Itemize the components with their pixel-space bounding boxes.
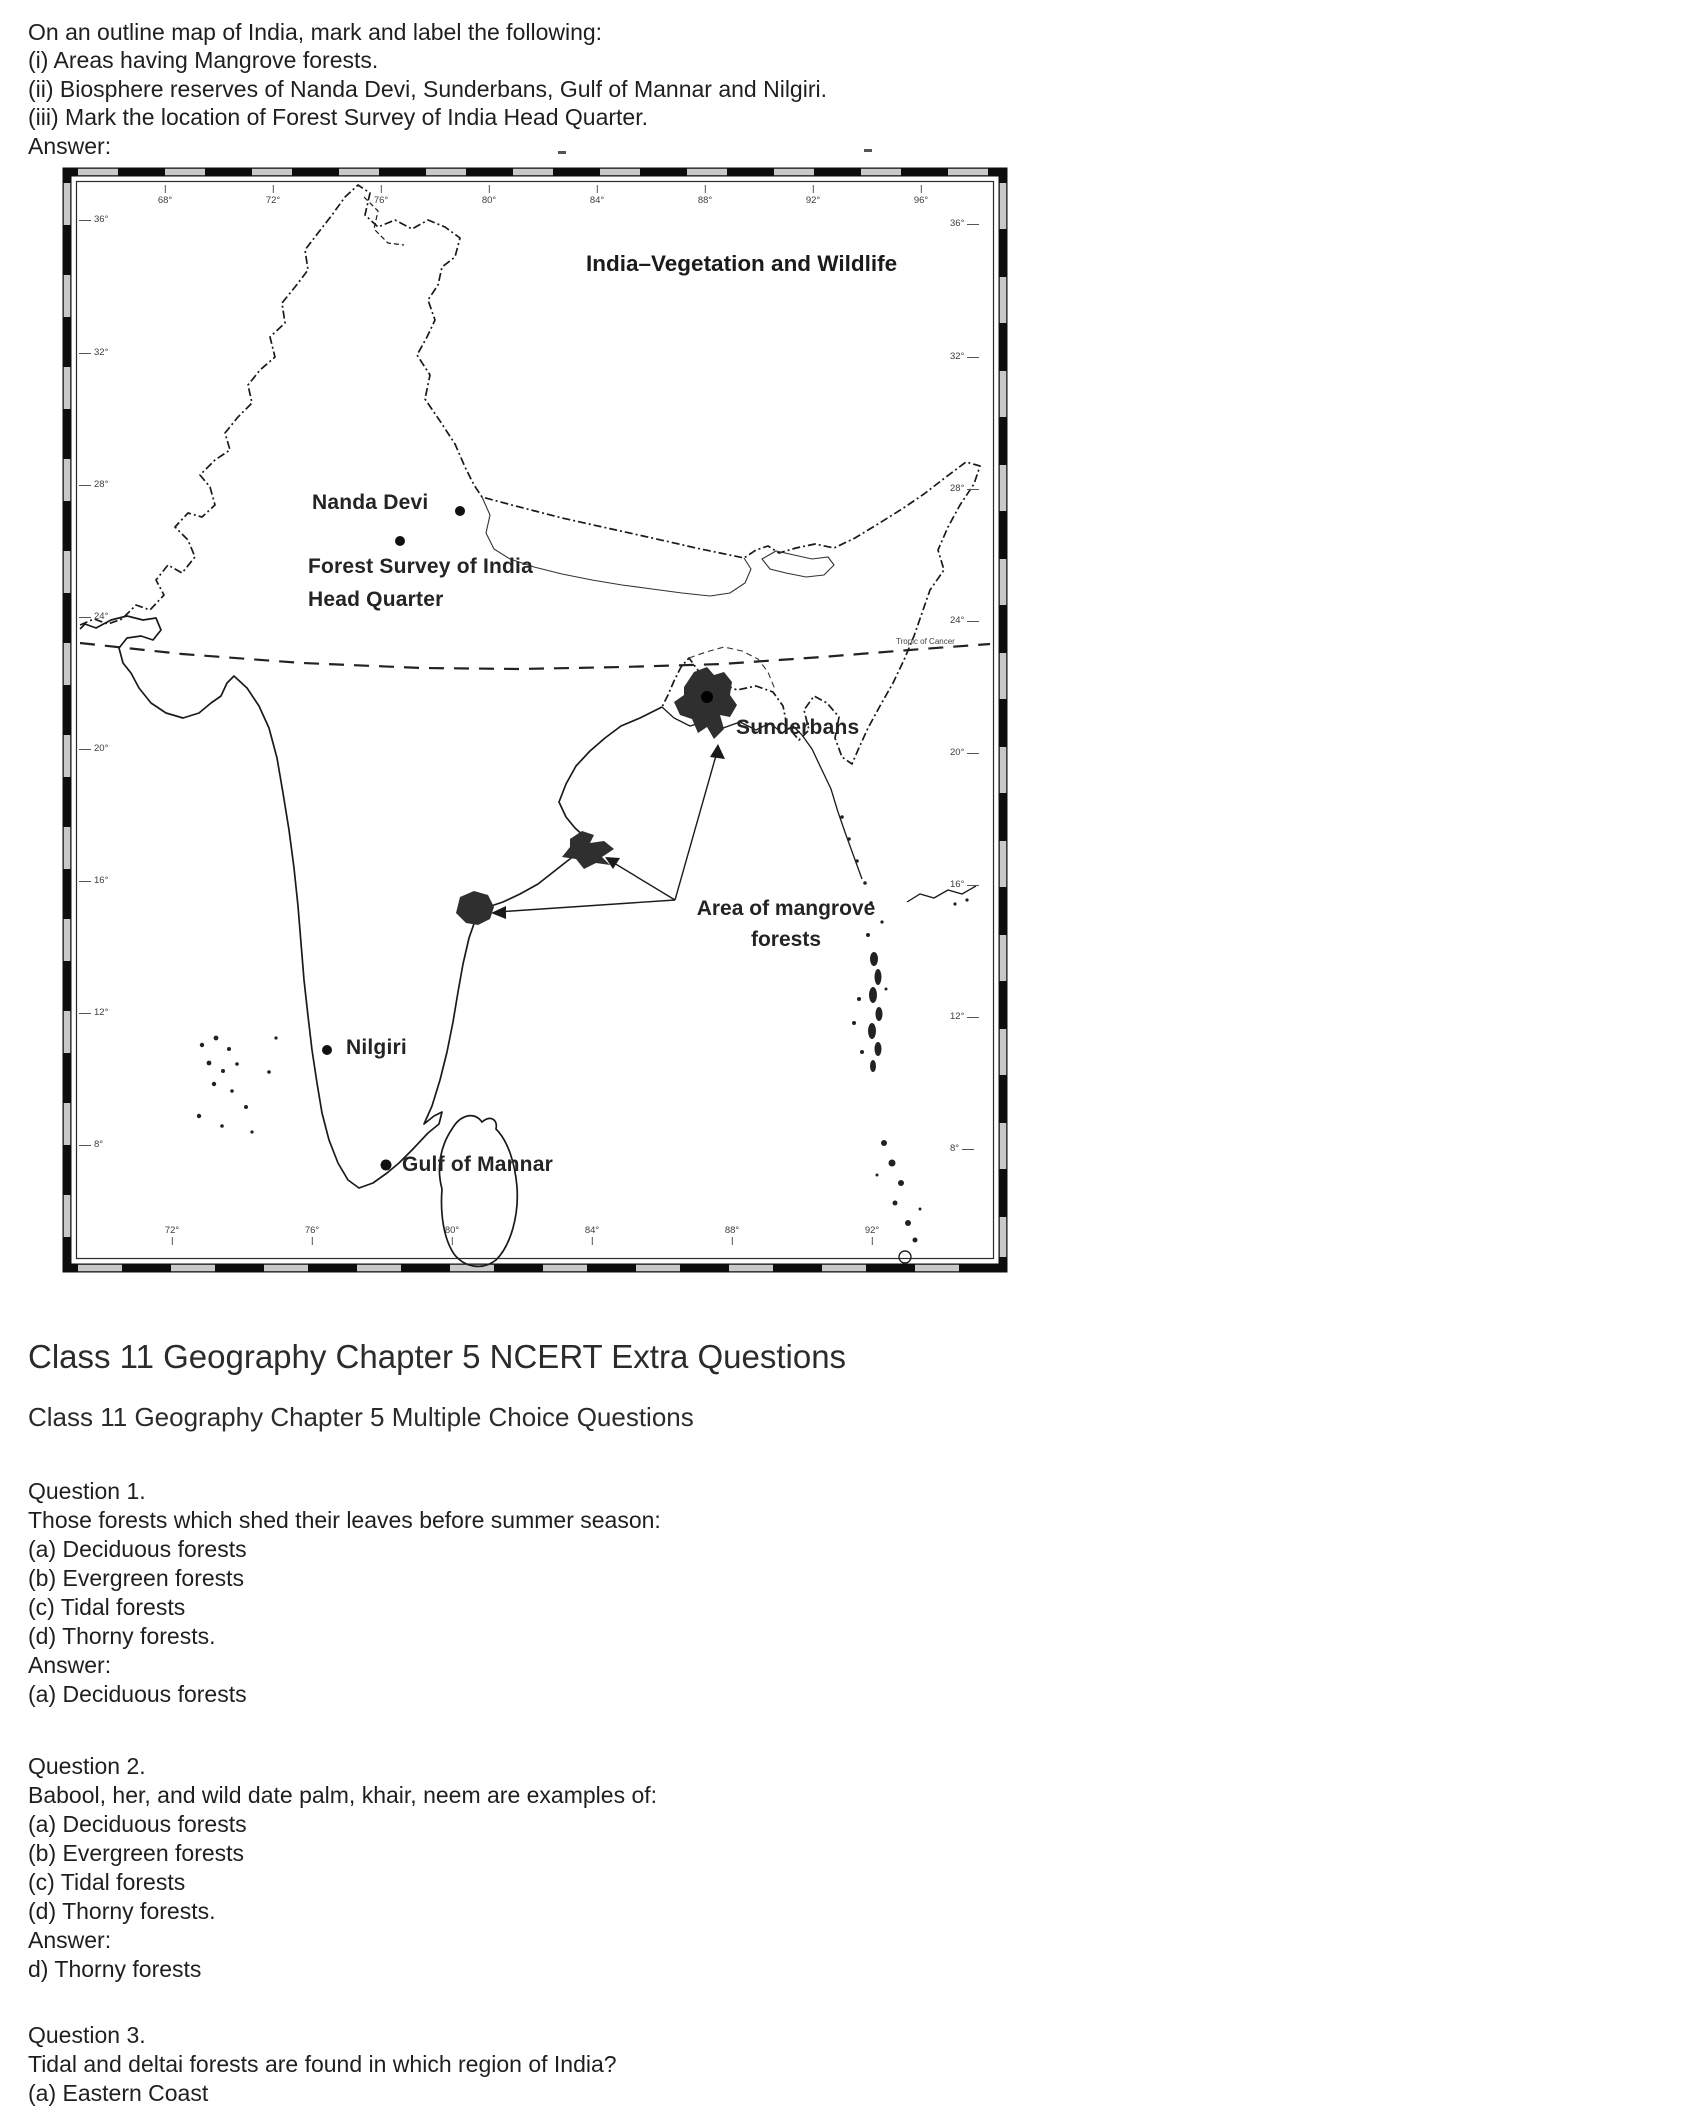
coast-islet xyxy=(855,859,859,863)
nilgiri-dot xyxy=(322,1045,332,1055)
label-nilgiri: Nilgiri xyxy=(346,1036,407,1059)
lat-tick-left-8: 8° xyxy=(94,1139,104,1150)
answer-text: (a) Deciduous forests xyxy=(28,1681,247,1707)
nepal-border xyxy=(482,497,751,596)
section-title: Class 11 Geography Chapter 5 Multiple Choice Questions xyxy=(28,1402,694,1432)
question-number: Question 3. xyxy=(28,2022,146,2048)
intro-line-4: (iii) Mark the location of Forest Survey of India Head Quarter. xyxy=(28,104,648,131)
question-text: Babool, her, and wild date palm, khair, neem are examples of: xyxy=(28,1782,658,1808)
map-frame xyxy=(67,172,1003,1268)
lat-tick-right-12: 12° xyxy=(950,1011,965,1022)
lon-tick-top-68: 68° xyxy=(157,195,173,206)
sunderbans-dot xyxy=(701,691,713,703)
intro-line-1: On an outline map of India, mark and label the following: xyxy=(28,19,603,45)
lat-tick-right-28: 28° xyxy=(950,483,965,494)
option-d: (d) Thorny forests. xyxy=(28,1898,216,1924)
option-a: (a) Eastern Coast xyxy=(28,2080,209,2106)
lat-tick-left-12: 12° xyxy=(94,1007,109,1018)
question-1-block xyxy=(28,1477,661,1709)
lat-tick-right-32: 32° xyxy=(950,351,965,362)
lat-tick-left-28: 28° xyxy=(94,479,109,490)
bhutan-outline xyxy=(762,551,834,577)
lat-tick-left-36: 36° xyxy=(94,214,109,225)
option-a: (a) Deciduous forests xyxy=(28,1811,247,1837)
lat-tick-right-36: 36° xyxy=(950,218,965,229)
india-coastline xyxy=(80,616,662,1188)
option-c: (c) Tidal forests xyxy=(28,1869,186,1895)
label-forest-survey-line2: Head Quarter xyxy=(308,588,444,611)
coast-islet xyxy=(863,881,867,885)
coast-islet xyxy=(953,902,956,905)
lat-tick-left-16: 16° xyxy=(94,875,109,886)
label-sunderbans: Sunderbans xyxy=(736,716,860,739)
scan-mark xyxy=(558,151,566,154)
lakshadweep-islands xyxy=(197,1036,278,1134)
lon-tick-top-76: 76° xyxy=(373,195,389,206)
question-text: Tidal and deltai forests are found in which region of India? xyxy=(28,2051,617,2077)
page-title: Class 11 Geography Chapter 5 NCERT Extra Questions xyxy=(28,1338,847,1375)
label-mangrove-forests xyxy=(684,893,888,955)
map-title xyxy=(586,251,897,277)
lon-tick-top-96: 96° xyxy=(913,195,929,206)
arrowhead xyxy=(710,744,725,759)
option-a: (a) Deciduous forests xyxy=(28,1536,247,1562)
india-map-figure xyxy=(62,167,1008,1273)
gulf-of-mannar-dot xyxy=(381,1160,392,1171)
lat-tick-right-8: 8° xyxy=(950,1143,960,1154)
intro-line-3: (ii) Biosphere reserves of Nanda Devi, Sunderbans, Gulf of Mannar and Nilgiri. xyxy=(28,75,827,102)
scan-mark xyxy=(864,149,872,152)
intro-line-2: (i) Areas having Mangrove forests. xyxy=(28,47,379,74)
option-c: (c) Tidal forests xyxy=(28,1594,186,1620)
label-mangrove-line2: forests xyxy=(750,928,822,951)
lat-tick-left-32: 32° xyxy=(94,347,109,358)
mangrove-area-mid-coast xyxy=(562,831,614,869)
lon-tick-bottom-84: 84° xyxy=(584,1225,600,1236)
answer-label: Answer: xyxy=(28,1652,112,1678)
lon-tick-bottom-92: 92° xyxy=(864,1225,880,1236)
label-tropic-of-cancer: Tropic of Cancer xyxy=(896,637,955,646)
tropic-of-cancer-line xyxy=(80,643,990,669)
coast-islet xyxy=(965,898,968,901)
mangrove-area-sunderbans xyxy=(674,667,737,739)
map-artwork xyxy=(62,167,1008,1273)
lat-tick-right-24: 24° xyxy=(950,615,965,626)
intro-answer-label: Answer: xyxy=(28,132,112,159)
lon-tick-top-72: 72° xyxy=(265,195,281,206)
coast-islet xyxy=(840,815,844,819)
question-3-block xyxy=(28,2021,617,2108)
lat-tick-right-20: 20° xyxy=(950,747,965,758)
answer-text: d) Thorny forests xyxy=(28,1956,202,1982)
map-title-bold: India xyxy=(586,251,639,276)
label-forest-survey-line1: Forest Survey of India xyxy=(308,555,533,578)
label-gulf-of-mannar: Gulf of Mannar xyxy=(402,1153,553,1176)
lat-tick-left-24: 24° xyxy=(94,611,109,622)
lon-tick-top-88: 88° xyxy=(697,195,713,206)
question-2-block xyxy=(28,1752,657,1984)
andaman-nicobar-islands xyxy=(852,920,922,1242)
question-number: Question 1. xyxy=(28,1478,146,1504)
mangrove-area-south-coast xyxy=(456,891,494,925)
lon-tick-top-92: 92° xyxy=(805,195,821,206)
answer-label: Answer: xyxy=(28,1927,112,1953)
question-text: Those forests which shed their leaves before summer season: xyxy=(28,1507,661,1533)
lat-tick-right-16: 16° xyxy=(950,879,965,890)
lat-tick-left-20: 20° xyxy=(94,743,109,754)
forest-survey-dot xyxy=(395,536,405,546)
lon-tick-bottom-76: 76° xyxy=(304,1225,320,1236)
lon-tick-top-80: 80° xyxy=(481,195,497,206)
option-b: (b) Evergreen forests xyxy=(28,1565,245,1591)
map-title-rest: –Vegetation and Wildlife xyxy=(638,251,898,276)
lon-tick-bottom-80: 80° xyxy=(444,1225,460,1236)
lon-tick-top-84: 84° xyxy=(589,195,605,206)
label-mangrove-line1: Area of mangrove xyxy=(696,897,876,920)
label-nanda-devi: Nanda Devi xyxy=(312,491,429,514)
nanda-devi-dot xyxy=(455,506,465,516)
option-b: (b) Evergreen forests xyxy=(28,1840,245,1866)
intro-text xyxy=(28,18,827,160)
lon-tick-bottom-88: 88° xyxy=(724,1225,740,1236)
lon-tick-bottom-72: 72° xyxy=(164,1225,180,1236)
question-number: Question 2. xyxy=(28,1753,146,1779)
nicobar-island-outline xyxy=(899,1251,911,1263)
coast-islet xyxy=(847,837,851,841)
option-d: (d) Thorny forests. xyxy=(28,1623,216,1649)
